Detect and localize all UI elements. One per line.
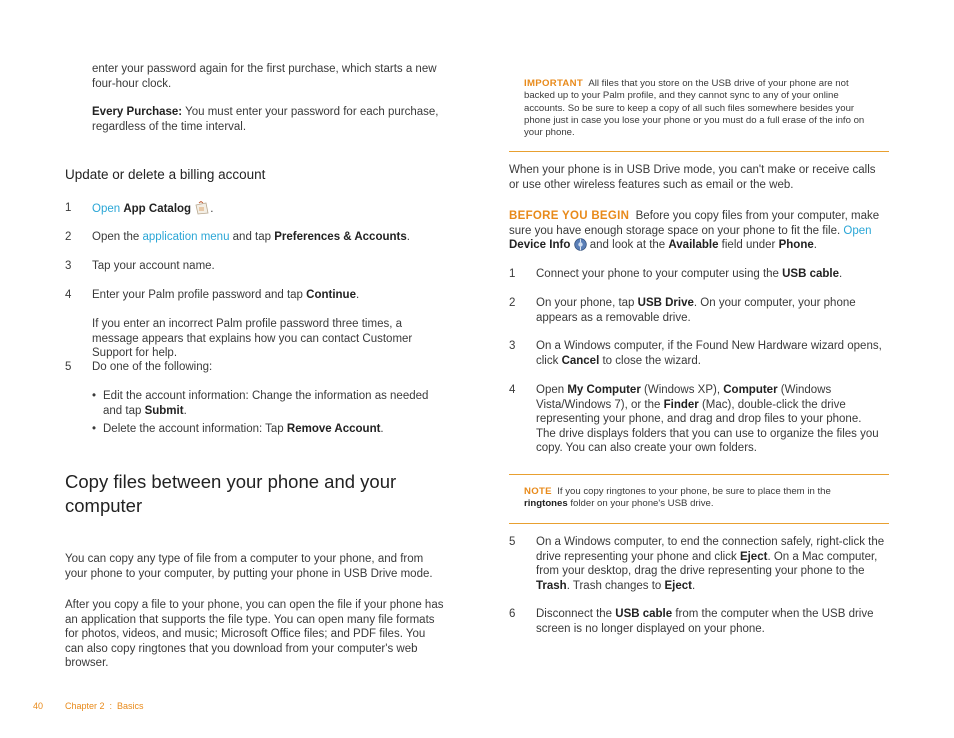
- step-number: 1: [509, 268, 516, 280]
- subheading-billing: Update or delete a billing account: [65, 167, 266, 182]
- step-number: 4: [65, 289, 72, 301]
- step-4: Enter your Palm profile password and tap Continue.: [92, 289, 360, 301]
- before-you-begin-paragraph: BEFORE YOU BEGIN Before you copy files from your computer, make sure you have enough storage space on your phone to fit the file. Open Device Info and look at the Available field under Phone.: [509, 209, 887, 256]
- copy-files-paragraph-2: After you copy a file to your phone, you can open the file if your phone has an application that supports the file type. You can open many file formats for photos, videos, and music; Microsoft Office files; and PDF files. You can also copy ringtones that you download from your computer's web browser.: [65, 599, 444, 670]
- step-number: 4: [509, 384, 516, 396]
- page-number: 40: [33, 701, 44, 711]
- step-number: 6: [509, 608, 516, 620]
- usb-step-5: On a Windows computer, to end the connection safely, right-click the drive representing your phone and click Eject. On a Mac computer, from your desktop, drag the drive representing your phone to the Trash. Trash changes to Eject.: [536, 536, 885, 592]
- step-number: 1: [65, 202, 72, 214]
- usb-step-6: Disconnect the USB cable from the computer when the USB drive screen is no longer displayed on your phone.: [536, 608, 874, 635]
- step-number: 3: [65, 260, 72, 272]
- usb-step-1: Connect your phone to your computer using the USB cable.: [536, 268, 843, 280]
- divider: [509, 474, 889, 475]
- step-3: Tap your account name.: [92, 260, 215, 272]
- bullet-marker: •: [92, 423, 97, 435]
- bullet-edit-account: Edit the account information: Change the information as needed and tap Submit.: [103, 390, 429, 417]
- intro-paragraph: enter your password again for the first purchase, which starts a new four-hour clock.: [92, 63, 437, 90]
- usb-step-3: On a Windows computer, if the Found New Hardware wizard opens, click Cancel to close the wizard.: [536, 340, 882, 367]
- copy-files-paragraph-1: You can copy any type of file from a computer to your phone, and from your phone to your computer, by putting your phone in USB Drive mode.: [65, 553, 433, 580]
- divider: [509, 523, 889, 524]
- open-link[interactable]: Open: [92, 203, 121, 215]
- open-device-info-link[interactable]: Open: [843, 224, 872, 237]
- step-number: 5: [65, 361, 72, 373]
- note-callout: NOTE If you copy ringtones to your phone, be sure to place them in the ringtones folder on your phone's USB drive.: [524, 486, 831, 510]
- usb-step-4: Open My Computer (Windows XP), Computer (Windows Vista/Windows 7), or the Finder (Mac), double-click the drive representing your phone, and drag and drop files to your phone. The drive displays folders that you can use to organize the files you copy. You can also create your own folders.: [536, 384, 879, 455]
- step-2: Open the application menu and tap Preferences & Accounts.: [92, 231, 410, 243]
- step-5: Do one of the following:: [92, 361, 213, 373]
- step-number: 2: [65, 231, 72, 243]
- bullet-marker: •: [92, 390, 97, 402]
- usb-step-2: On your phone, tap USB Drive. On your computer, your phone appears as a removable drive.: [536, 297, 856, 324]
- device-info-icon: [574, 238, 587, 256]
- application-menu-link[interactable]: application menu: [142, 231, 230, 243]
- step-number: 3: [509, 340, 516, 352]
- step-4-note: If you enter an incorrect Palm profile password three times, a message appears that explains how you can contact Customer Support for help.: [92, 318, 413, 360]
- bullet-delete-account: Delete the account information: Tap Remove Account.: [103, 423, 384, 435]
- step-number: 5: [509, 536, 516, 548]
- step-1: Open App Catalog .: [92, 201, 444, 220]
- step-number: 2: [509, 297, 516, 309]
- chapter-label: Chapter 2 : Basics: [65, 701, 144, 711]
- every-purchase-paragraph: Every Purchase: You must enter your password for each purchase, regardless of the time interval.: [92, 106, 439, 133]
- section-title: Copy files between your phone and your computer: [65, 471, 397, 516]
- divider: [509, 151, 889, 152]
- app-catalog-icon: [194, 201, 210, 220]
- usb-mode-paragraph: When your phone is in USB Drive mode, you can't make or receive calls or use other wireless features such as email or the web.: [509, 164, 876, 191]
- important-callout: IMPORTANT All files that you store on the USB drive of your phone are not backed up to your Palm profile, and they cannot sync to any of your online accounts. So be sure to keep a copy of all such files somewhere besides your phone just in case you lose your phone or you must do a full erase of the info on your phone.: [524, 78, 865, 139]
